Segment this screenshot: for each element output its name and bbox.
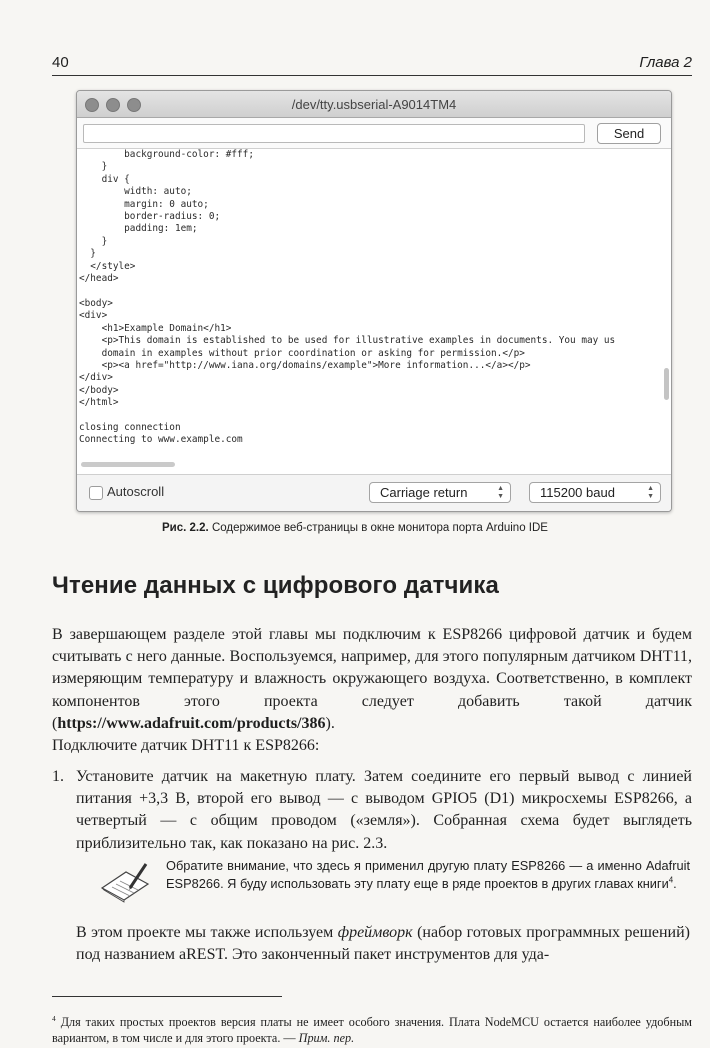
- footnote: [52, 1014, 692, 1046]
- figure-caption-text: Содержимое веб-страницы в окне монитора порта Arduino IDE: [211, 522, 548, 534]
- footnote-rule: [52, 996, 282, 997]
- updown-arrows-icon: ▲ ▼: [497, 485, 504, 500]
- footnote-ref: 4: [668, 875, 674, 885]
- note-text: [166, 857, 690, 893]
- header-rule: [52, 75, 692, 76]
- paragraph-framework-before: В этом проекте мы также используем: [76, 924, 338, 941]
- autoscroll-label: Autoscroll: [107, 484, 165, 499]
- autoscroll-checkbox[interactable]: [89, 486, 103, 500]
- updown-arrows-icon: ▲ ▼: [647, 485, 654, 500]
- footnote-text: Для таких простых проектов версия платы не имеет особого значения. Плата NodeMCU остается наиболее удобным вариантом, в том числе и для этого проекта. —: [52, 1015, 692, 1045]
- framework-term: фреймворк: [337, 924, 413, 941]
- note-pencil-icon: [96, 858, 154, 904]
- serial-monitor-window: [76, 90, 672, 512]
- figure-caption: [0, 522, 710, 534]
- send-row: [77, 118, 671, 149]
- running-header: [52, 54, 692, 76]
- list-item-text: Установите датчик на макетную плату. Затем соедините его первый вывод с линией питания +3,3 В, второй его вывод — с выводом GPIO5 (D1) микросхемы ESP8266, а четвертый — с общим проводом («земля»). Собранная схема будет выглядеть приблизительно так, как показано на рис. 2.3.: [76, 768, 692, 852]
- serial-input-field[interactable]: [83, 124, 585, 143]
- note-body: Обратите внимание, что здесь я применил другую плату ESP8266 — а именно Adafruit ESP8266. Я буду использовать эту плату еще в ряде проектов в других главах книги: [166, 858, 690, 891]
- line-ending-value: Carriage return: [380, 485, 468, 500]
- page-number: 40: [52, 54, 69, 71]
- adafruit-link[interactable]: https://www.adafruit.com/products/386: [57, 714, 326, 732]
- footnote-number: 4: [52, 1013, 56, 1023]
- monitor-footer: [77, 474, 671, 511]
- send-button[interactable]: Send: [597, 123, 661, 144]
- paragraph-intro: [52, 624, 692, 735]
- paragraph-framework-after: (набор готовых программных решений) под названием aREST. Это законченный пакет инструментов для уда-: [76, 924, 690, 964]
- note-end: .: [673, 876, 677, 891]
- window-titlebar[interactable]: [77, 91, 671, 118]
- serial-output[interactable]: [77, 149, 671, 461]
- list-item-number: 1.: [52, 768, 64, 785]
- baud-rate-select[interactable]: [529, 482, 661, 503]
- vertical-scrollbar[interactable]: [664, 368, 669, 400]
- window-title: /dev/tty.usbserial-A9014TM4: [291, 97, 457, 112]
- chapter-label: Глава 2: [639, 54, 692, 71]
- horizontal-scrollbar[interactable]: [81, 462, 175, 467]
- baud-rate-value: 115200 baud: [540, 485, 615, 500]
- paragraph-intro-end: ).: [325, 714, 335, 732]
- paragraph-connect: Подключите датчик DHT11 к ESP8266:: [52, 737, 320, 754]
- line-ending-select[interactable]: [369, 482, 511, 503]
- serial-output-text: background-color: #fff; } div { width: auto; margin: 0 auto; border-radius: 0; padding: 1em; } } </style> </head> <body> <div> <h1>Example Domain</h1> <p>This domain is established to be used for illustrative examples in documents. You may us domain in examples without prior coordination or asking for permission.</p> <p><a href="http://www.iana.org/domains/example">More information...</a></p> </div> </body> </html> closing connection Connecting to www.example.com: [79, 149, 616, 446]
- paragraph-framework: [76, 922, 690, 966]
- figure-label: Рис. 2.2.: [162, 522, 209, 534]
- paragraph-intro-text: В завершающем разделе этой главы мы подключим к ESP8266 цифровой датчик и будем считывать с него данные. Воспользуемся, например, для этого популярным датчиком DHT11, измеряющим температуру и влажность окружающего воздуха. Соответственно, в комплект компонентов этого проекта следует добавить такой датчик (: [52, 626, 692, 732]
- translator-note: Прим. пер.: [298, 1031, 355, 1045]
- section-title: Чтение данных с цифрового датчика: [52, 572, 499, 599]
